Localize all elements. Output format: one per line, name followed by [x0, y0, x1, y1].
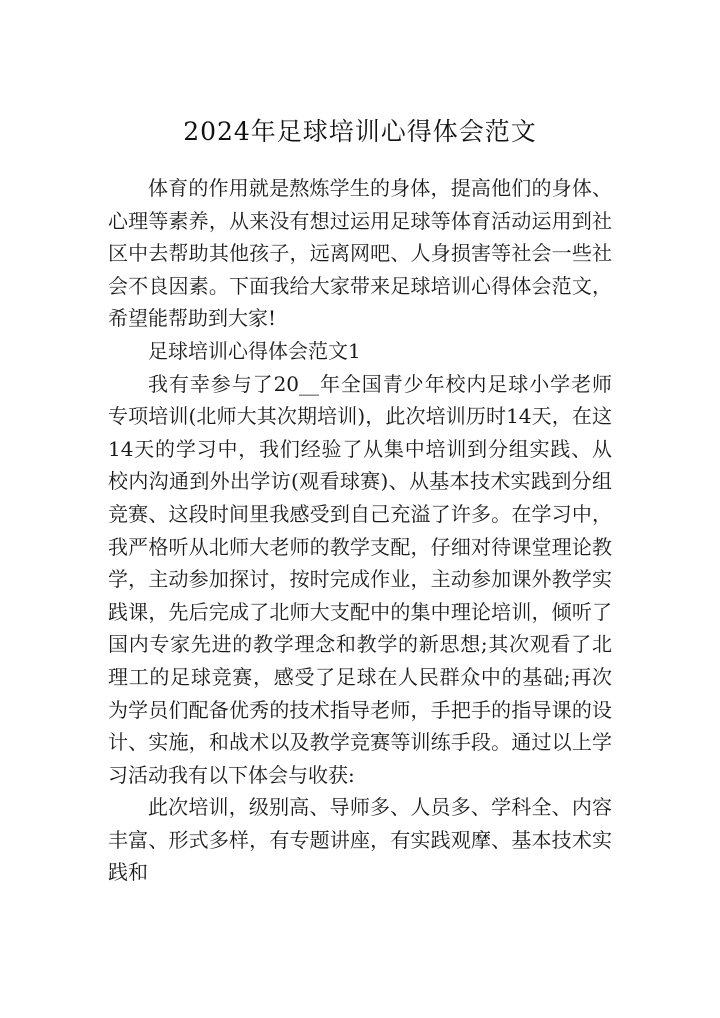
document-title: 2024年足球培训心得体会范文: [183, 117, 537, 146]
intro-paragraph: 体育的作用就是熬炼学生的身体，提高他们的身体、心理等素养，从来没有想过运用足球等体育活动运用到社区中去帮助其他孩子，远离网吧、人身损害等社会一些社会不良因素。下面我给大家带来足球培训心得体会范文，希望能帮助到大家!: [108, 176, 612, 331]
section-heading: 足球培训心得体会范文1: [148, 338, 361, 363]
body-paragraph: 我有幸参与了20__年全国青少年校内足球小学老师专项培训(北师大其次期培训)，此次培训历时14天，在这14天的学习中，我们经验了从集中培训到分组实践、从校内沟通到外出学访(观看球赛)、从基本技术实践到分组竞赛、这段时间里我感受到自己充溢了许多。在学习中，我严格听从北师大老师的教学支配，仔细对待课堂理论教学，主动参加探讨，按时完成作业，主动参加课外教学实践课，先后完成了北师大支配中的集中理论培训，倾听了国内专家先进的教学理念和教学的新思想;其次观看了北理工的足球竞赛，感受了足球在人民群众中的基础;再次为学员们配备优秀的技术指导老师，手把手的指导课的设计、实施，和战术以及教学竞赛等训练手段。通过以上学习活动我有以下体会与收获:: [108, 371, 612, 787]
body-paragraph: 此次培训，级别高、导师多、人员多、学科全、内容丰富、形式多样，有专题讲座，有实践观摩、基本技术实践和: [108, 795, 612, 885]
document-body: [108, 172, 612, 889]
